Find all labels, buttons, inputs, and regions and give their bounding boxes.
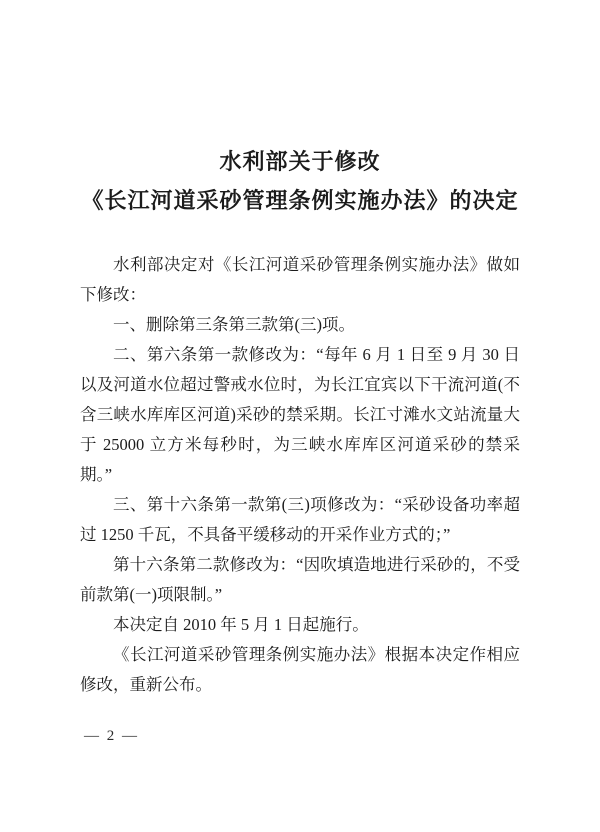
page-number: — 2 — xyxy=(84,728,139,744)
paragraph-republish: 《长江河道采砂管理条例实施办法》根据本决定作相应修改，重新公布。 xyxy=(80,645,520,694)
paragraph-intro: 水利部决定对《长江河道采砂管理条例实施办法》做如下修改： xyxy=(80,255,520,304)
document-title-line-2: 《长江河道采砂管理条例实施办法》的决定 xyxy=(81,188,519,213)
document-content xyxy=(80,142,520,700)
document-body xyxy=(80,250,520,700)
paragraph-item-3-clause-2: 第十六条第二款修改为：“因吹填造地进行采砂的，不受前款第(一)项限制。” xyxy=(80,555,520,604)
paragraph-item-3: 三、第十六条第一款第(三)项修改为：“采砂设备功率超过 1250 千瓦，不具备平缓移动的开采作业方式的；” xyxy=(80,495,520,544)
paragraph-item-1: 一、删除第三条第三款第(三)项。 xyxy=(113,315,355,334)
document-title-line-1: 水利部关于修改 xyxy=(219,149,381,174)
paragraph-effective-date: 本决定自 2010 年 5 月 1 日起施行。 xyxy=(113,615,369,634)
document-title xyxy=(80,142,520,220)
paragraph-item-2: 二、第六条第一款修改为：“每年 6 月 1 日至 9 月 30 日以及河道水位超过警戒水位时，为长江宜宾以下干流河道(不含三峡水库库区河道)采砂的禁采期。长江寸滩水文站流量大于 25000 立方米每秒时，为三峡水库库区河道采砂的禁采期。” xyxy=(80,345,520,484)
